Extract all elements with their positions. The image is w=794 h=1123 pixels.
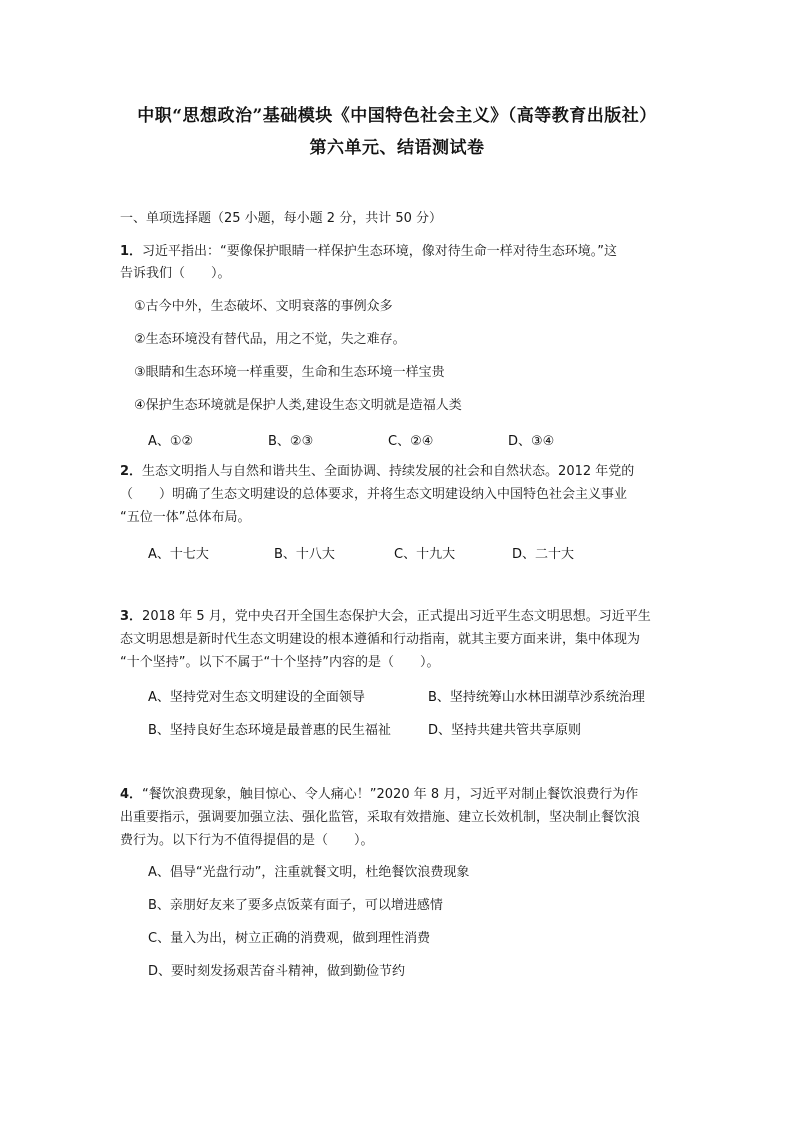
question-4-option-d[interactable]: D、要时刻发扬艰苦奋斗精神，做到勤俭节约 <box>148 964 406 979</box>
question-1-statement-4: ④保护生态环境就是保护人类,建设生态文明就是造福人类 <box>134 398 462 413</box>
question-4-option-c[interactable]: C、量入为出，树立正确的消费观，做到理性消费 <box>148 931 431 946</box>
question-1-stem-line-1: 1．习近平指出：“要像保护眼睛一样保护生态环境，像对待生命一样对待生态环境。”这 <box>120 244 618 259</box>
question-1-statement-3: ③眼睛和生态环境一样重要，生命和生态环境一样宝贵 <box>134 365 445 380</box>
question-3-stem-line-2: 态文明思想是新时代生态文明建设的根本遵循和行动指南，就其主要方面来讲，集中体现为 <box>120 632 641 647</box>
question-2-option-c[interactable]: C、十九大 <box>394 547 456 562</box>
question-1-option-d[interactable]: D、③④ <box>508 434 555 449</box>
question-1-option-b[interactable]: B、②③ <box>268 434 314 449</box>
question-2-stem-line-2: （ ）明确了生态文明建设的总体要求，并将生态文明建设纳入中国特色社会主义事业 <box>120 487 628 502</box>
question-4-stem-line-2: 出重要指示，强调要加强立法、强化监管，采取有效措施、建立长效机制，坚决制止餐饮浪 <box>120 810 641 825</box>
question-1-option-a[interactable]: A、①② <box>148 434 194 449</box>
question-4-option-a[interactable]: A、倡导“光盘行动”，注重就餐文明，杜绝餐饮浪费现象 <box>148 865 470 880</box>
question-2-stem-line-1: 2．生态文明指人与自然和谐共生、全面协调、持续发展的社会和自然状态。2012 年党的 <box>120 464 635 479</box>
question-3-number: 3． <box>120 609 143 624</box>
question-1-number: 1． <box>120 244 143 259</box>
question-4-stem-line-1: 4．“餐饮浪费现象，触目惊心、令人痛心！”2020 年 8 月，习近平对制止餐饮浪费行为作 <box>120 787 639 802</box>
question-2-option-a[interactable]: A、十七大 <box>148 547 209 562</box>
exam-title: 中职“思想政治”基础模块《中国特色社会主义》（高等教育出版社） <box>137 106 657 126</box>
question-3-option-c[interactable]: B、坚持良好生态环境是最普惠的民生福祉 <box>148 723 391 738</box>
question-4-stem-line-3: 费行为。以下行为不值得提倡的是（ ）。 <box>120 833 374 848</box>
question-1-statement-1: ①古今中外，生态破坏、文明衰落的事例众多 <box>134 299 393 314</box>
section-heading: 一、单项选择题（25 小题，每小题 2 分，共计 50 分） <box>120 211 443 226</box>
question-2-option-b[interactable]: B、十八大 <box>274 547 335 562</box>
question-2-number: 2． <box>120 464 143 479</box>
question-4-number: 4． <box>120 787 143 802</box>
question-2-option-d[interactable]: D、二十大 <box>512 547 575 562</box>
question-3-stem-line-1: 3．2018 年 5 月，党中央召开全国生态保护大会，正式提出习近平生态文明思想。习近平生 <box>120 609 651 624</box>
question-3-option-a[interactable]: A、坚持党对生态文明建设的全面领导 <box>148 690 365 705</box>
question-3-option-b[interactable]: B、坚持统筹山水林田湖草沙系统治理 <box>428 690 645 705</box>
question-3-stem-line-3: “十个坚持”。以下不属于“十个坚持”内容的是（ ）。 <box>120 655 440 670</box>
question-2-stem-line-3: “五位一体”总体布局。 <box>120 510 251 525</box>
question-4-option-b[interactable]: B、亲朋好友来了要多点饭菜有面子，可以增进感情 <box>148 898 443 913</box>
question-1-statement-2: ②生态环境没有替代品，用之不觉，失之难存。 <box>134 332 406 347</box>
question-3-option-d[interactable]: D、坚持共建共管共享原则 <box>428 723 582 738</box>
exam-subtitle: 第六单元、结语测试卷 <box>309 138 485 158</box>
question-1-option-c[interactable]: C、②④ <box>388 434 434 449</box>
question-1-stem-line-2: 告诉我们（ ）。 <box>120 266 231 281</box>
